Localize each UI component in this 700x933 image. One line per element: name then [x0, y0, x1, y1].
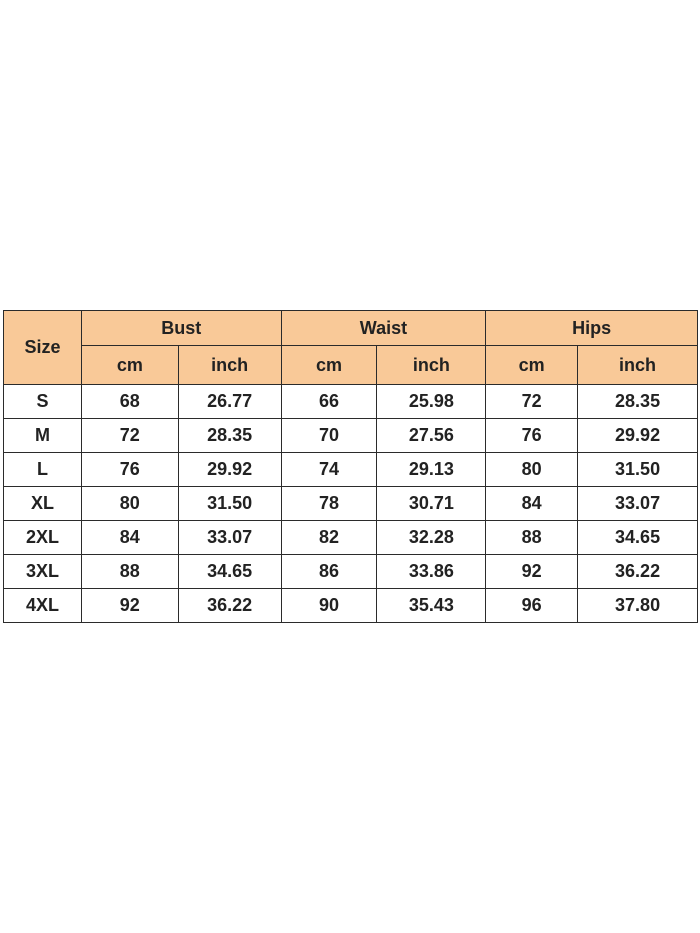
bust-header: Bust	[81, 311, 281, 346]
hips-cm-cell: 84	[486, 487, 578, 521]
bust-cm-header: cm	[81, 346, 178, 385]
size-cell: 4XL	[4, 589, 82, 623]
hips-inch-cell: 34.65	[578, 521, 698, 555]
hips-header: Hips	[486, 311, 698, 346]
hips-cm-cell: 76	[486, 419, 578, 453]
header-group-row	[4, 311, 698, 346]
size-chart-table	[3, 310, 698, 623]
hips-cm-cell: 72	[486, 385, 578, 419]
bust-inch-cell: 26.77	[178, 385, 281, 419]
waist-inch-cell: 33.86	[377, 555, 486, 589]
hips-cm-cell: 96	[486, 589, 578, 623]
table-row	[4, 385, 698, 419]
bust-cm-cell: 68	[81, 385, 178, 419]
size-cell: L	[4, 453, 82, 487]
waist-inch-header: inch	[377, 346, 486, 385]
waist-inch-cell: 29.13	[377, 453, 486, 487]
table-body	[4, 385, 698, 623]
hips-inch-cell: 31.50	[578, 453, 698, 487]
hips-cm-header: cm	[486, 346, 578, 385]
table-row	[4, 521, 698, 555]
waist-cm-cell: 78	[281, 487, 377, 521]
bust-inch-cell: 28.35	[178, 419, 281, 453]
waist-cm-cell: 82	[281, 521, 377, 555]
table-row	[4, 555, 698, 589]
bust-cm-cell: 84	[81, 521, 178, 555]
bust-cm-cell: 76	[81, 453, 178, 487]
table-row	[4, 419, 698, 453]
waist-inch-cell: 25.98	[377, 385, 486, 419]
bust-inch-header: inch	[178, 346, 281, 385]
hips-inch-cell: 28.35	[578, 385, 698, 419]
table-row	[4, 487, 698, 521]
hips-cm-cell: 92	[486, 555, 578, 589]
size-cell: S	[4, 385, 82, 419]
bust-inch-cell: 31.50	[178, 487, 281, 521]
waist-header: Waist	[281, 311, 486, 346]
header-unit-row	[4, 346, 698, 385]
bust-inch-cell: 36.22	[178, 589, 281, 623]
waist-cm-cell: 90	[281, 589, 377, 623]
table-row	[4, 589, 698, 623]
bust-cm-cell: 72	[81, 419, 178, 453]
size-cell: M	[4, 419, 82, 453]
waist-cm-cell: 70	[281, 419, 377, 453]
size-cell: XL	[4, 487, 82, 521]
hips-cm-cell: 80	[486, 453, 578, 487]
bust-cm-cell: 88	[81, 555, 178, 589]
waist-inch-cell: 27.56	[377, 419, 486, 453]
bust-inch-cell: 34.65	[178, 555, 281, 589]
bust-cm-cell: 80	[81, 487, 178, 521]
table-row	[4, 453, 698, 487]
waist-inch-cell: 32.28	[377, 521, 486, 555]
hips-inch-cell: 37.80	[578, 589, 698, 623]
waist-inch-cell: 35.43	[377, 589, 486, 623]
size-header: Size	[4, 311, 82, 385]
size-cell: 2XL	[4, 521, 82, 555]
waist-cm-cell: 66	[281, 385, 377, 419]
size-cell: 3XL	[4, 555, 82, 589]
waist-cm-header: cm	[281, 346, 377, 385]
hips-inch-cell: 33.07	[578, 487, 698, 521]
bust-cm-cell: 92	[81, 589, 178, 623]
waist-cm-cell: 86	[281, 555, 377, 589]
waist-inch-cell: 30.71	[377, 487, 486, 521]
bust-inch-cell: 29.92	[178, 453, 281, 487]
bust-inch-cell: 33.07	[178, 521, 281, 555]
hips-inch-header: inch	[578, 346, 698, 385]
waist-cm-cell: 74	[281, 453, 377, 487]
hips-inch-cell: 36.22	[578, 555, 698, 589]
hips-inch-cell: 29.92	[578, 419, 698, 453]
hips-cm-cell: 88	[486, 521, 578, 555]
